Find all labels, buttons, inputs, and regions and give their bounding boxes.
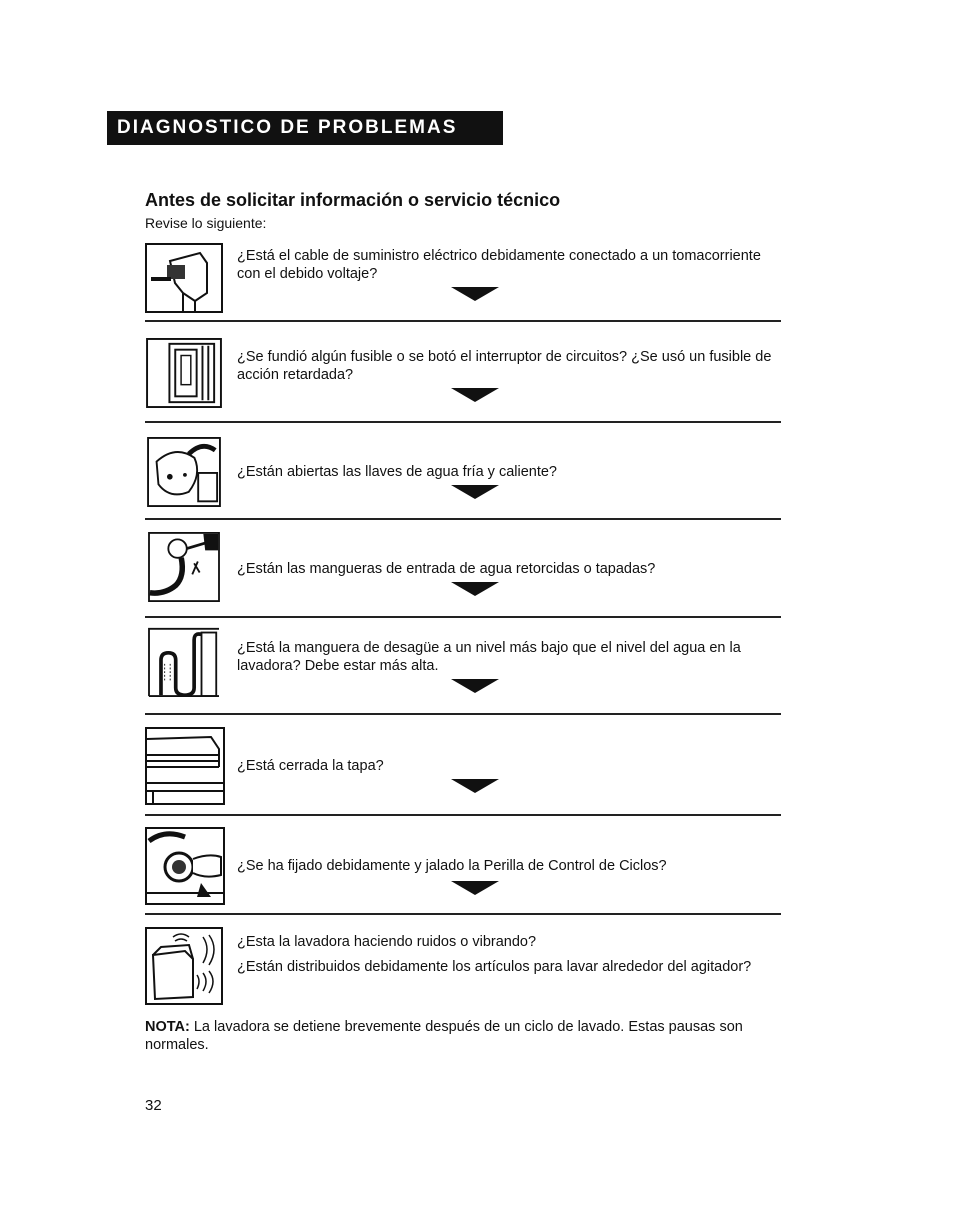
down-arrow-icon xyxy=(451,287,499,301)
drain-hose-icon xyxy=(145,627,223,697)
note-label: NOTA: xyxy=(145,1019,190,1035)
divider xyxy=(145,518,781,520)
down-arrow-icon xyxy=(451,779,499,793)
page-heading: Antes de solicitar información o servicio técnico xyxy=(145,190,561,210)
divider xyxy=(145,913,781,915)
divider xyxy=(145,616,781,618)
power-plug-icon xyxy=(145,243,223,313)
checklist-question: ¿Está el cable de suministro eléctrico debidamente conectado a un tomacorriente con el debido voltaje? xyxy=(237,248,761,282)
water-faucet-icon xyxy=(145,437,223,507)
divider xyxy=(145,713,781,715)
divider xyxy=(145,320,781,322)
checklist-question: ¿Está cerrada la tapa? xyxy=(237,758,384,774)
control-knob-icon xyxy=(145,827,223,897)
page-number: 32 xyxy=(145,1097,162,1114)
checklist-question: ¿Están las mangueras de entrada de agua retorcidas o tapadas? xyxy=(237,561,656,577)
vibrating-washer-icon xyxy=(145,927,223,997)
checklist-question: ¿Se fundió algún fusible o se botó el interruptor de circuitos? ¿Se usó un fusible de acción retardada? xyxy=(237,349,772,383)
divider xyxy=(145,814,781,816)
banner-underline xyxy=(107,141,503,145)
circuit-breaker-icon xyxy=(145,338,223,408)
down-arrow-icon xyxy=(451,881,499,895)
inlet-hose-icon xyxy=(145,532,223,602)
checklist-question: ¿Están abiertas las llaves de agua fría y caliente? xyxy=(237,464,557,480)
down-arrow-icon xyxy=(451,679,499,693)
down-arrow-icon xyxy=(451,582,499,596)
checklist-question: ¿Se ha fijado debidamente y jalado la Perilla de Control de Ciclos? xyxy=(237,858,667,874)
section-banner: DIAGNOSTICO DE PROBLEMAS xyxy=(107,111,503,144)
checklist-question-secondary: ¿Están distribuidos debidamente los artículos para lavar alrededor del agitador? xyxy=(237,959,752,975)
note-text: La lavadora se detiene brevemente después de un ciclo de lavado. Estas pausas son normales. xyxy=(145,1019,743,1053)
intro-text: Revise lo siguiente: xyxy=(145,215,267,231)
checklist-question: ¿Está la manguera de desagüe a un nivel más bajo que el nivel del agua en la lavadora? Debe estar más alta. xyxy=(237,640,741,674)
down-arrow-icon xyxy=(451,388,499,402)
down-arrow-icon xyxy=(451,485,499,499)
washer-lid-icon xyxy=(145,727,223,797)
checklist-question: ¿Esta la lavadora haciendo ruidos o vibrando? xyxy=(237,934,537,950)
divider xyxy=(145,421,781,423)
note-paragraph xyxy=(145,1018,785,1054)
